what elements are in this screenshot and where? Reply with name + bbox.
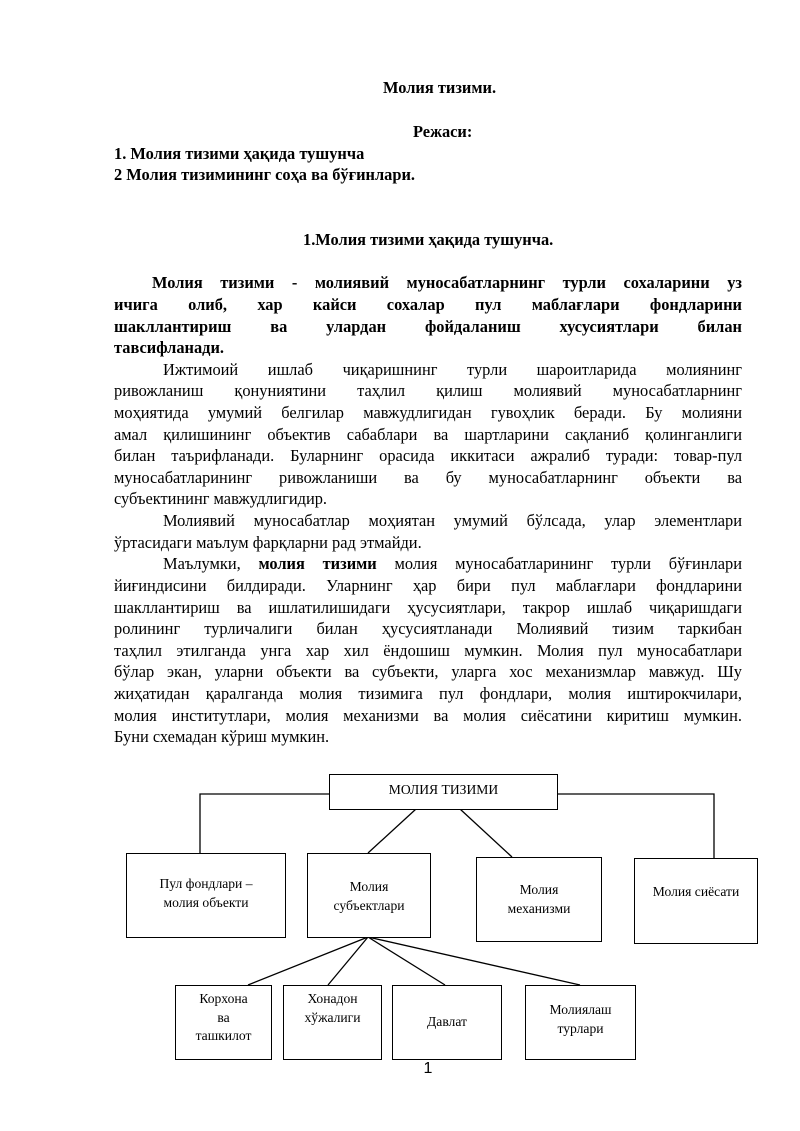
box-label: Корхона <box>199 991 248 1006</box>
page-number: 1 <box>423 1060 433 1077</box>
box-label: Молиялаш <box>549 1002 612 1017</box>
definition-line: тавсифланади. <box>114 338 225 357</box>
paragraph-line: жиҳатидан қаралганда молия тизимига пул фондлари, молия иштирокчилари, <box>114 684 742 703</box>
connector-line <box>248 937 368 985</box>
bold-term: молия тизими <box>258 554 377 573</box>
diagram-box-money-funds <box>126 853 286 938</box>
diagram-box-enterprise <box>175 985 272 1060</box>
box-label: молия объекти <box>163 894 249 910</box>
diagram-box-financing-types <box>525 985 636 1060</box>
box-label: механизми <box>507 900 571 916</box>
paragraph-line: билан таърифланади. Буларнинг орасида иккитаси ажралиб туради: товар-пул <box>114 446 742 465</box>
box-label: хўжалиги <box>304 1009 361 1025</box>
text-run: молия муносабатларининг турли бўғинлари <box>376 554 742 573</box>
paragraph-line: субъектининг мавжудлигидир. <box>114 489 328 508</box>
box-label: Молия <box>519 882 559 897</box>
plan-heading: Режаси: <box>413 122 473 141</box>
paragraph-line: ўртасидаги маълум фарқларни рад этмайди. <box>114 533 422 552</box>
box-label: Молия <box>349 879 389 894</box>
paragraph-line: ривожланиш қонуниятини таҳлил қилиш молиявий муносабатларнинг <box>114 381 742 400</box>
box-label: ташкилот <box>195 1028 252 1043</box>
paragraph-line: амал қилишининг объектив сабаблари ва шартларини сақланиб қолинганлиги <box>114 425 742 444</box>
connector-line <box>328 937 368 985</box>
plan-item: 1. Молия тизими ҳақида тушунча <box>114 144 365 163</box>
connector-line <box>460 809 512 857</box>
paragraph-line: йиғиндисини билдиради. Уларнинг ҳар бири пул маблағлари фондларини <box>114 576 742 595</box>
paragraph-line: бўлар экан, уларни объекти ва субъекти, уларга хос механизмлар мавжуд. Шу <box>114 662 742 681</box>
doc-title: Молия тизими. <box>383 78 497 97</box>
paragraph-line: молия институтлари, молия механизми ва молия сиёсатини киритиш мумкин. <box>114 706 742 725</box>
box-label: Хонадон <box>307 991 358 1006</box>
box-label: МОЛИЯ ТИЗИМИ <box>388 782 499 797</box>
box-label: субъектлари <box>333 897 405 913</box>
paragraph-line: Ижтимоий ишлаб чиқаришнинг турли шароитларида молиянинг <box>163 360 742 379</box>
paragraph-line: таҳлил этилганда унга хар хил ёндошиш мумкин. Молия пул муносабатлари <box>114 641 742 660</box>
paragraph-line: моҳиятида умумий белгилар мавжудлигидан гувоҳлик беради. Бу молияни <box>114 403 742 422</box>
definition-line: шакллантириш ва улардан фойдаланиш хусусиятлари билан <box>114 317 742 336</box>
diagram-box-finance-subjects <box>307 853 431 938</box>
paragraph-line: Буни схемадан кўриш мумкин. <box>114 727 330 746</box>
connector-line <box>368 937 445 985</box>
box-label: ва <box>217 1009 230 1025</box>
paragraph-line: муносабатларининг ривожланиши ва бу муносабатларнинг объекти ва <box>114 468 742 487</box>
paragraph-line: Молиявий муносабатлар моҳиятан умумий бўлсада, улар элементлари <box>163 511 742 530</box>
diagram-box-household <box>283 985 382 1060</box>
paragraph-line: шакллантириш ва ишлатилишидаги ҳусусиятлари, такрор ишлаб чиқаришдаги <box>114 598 742 617</box>
diagram-box-finance-policy <box>634 858 758 944</box>
connector-line <box>368 809 416 853</box>
box-label: Пул фондлари – <box>159 876 253 891</box>
box-label: Давлат <box>427 1014 467 1029</box>
diagram-box-state <box>392 985 502 1060</box>
connector-line <box>368 937 580 985</box>
box-label: Молия сиёсати <box>652 884 740 899</box>
definition-line: ичига олиб, хар кайси сохалар пул маблағлари фондларини <box>114 295 742 314</box>
connector-line <box>200 794 329 853</box>
plan-item: 2 Молия тизимининг соҳа ва бўғинлари. <box>114 165 416 184</box>
diagram-root-box <box>329 774 558 810</box>
connector-line <box>557 794 714 858</box>
section-heading: 1.Молия тизими ҳақида тушунча. <box>303 230 554 249</box>
text-run: Маълумки, <box>163 554 259 573</box>
definition-line: Молия тизими - молиявий муносабатларнинг турли сохаларини уз <box>152 273 742 292</box>
box-label: турлари <box>557 1020 604 1036</box>
paragraph-line: ролининг турличалиги билан ҳусусиятланади Молиявий тизим таркибан <box>114 619 742 638</box>
diagram-box-finance-mechanism <box>476 857 602 942</box>
